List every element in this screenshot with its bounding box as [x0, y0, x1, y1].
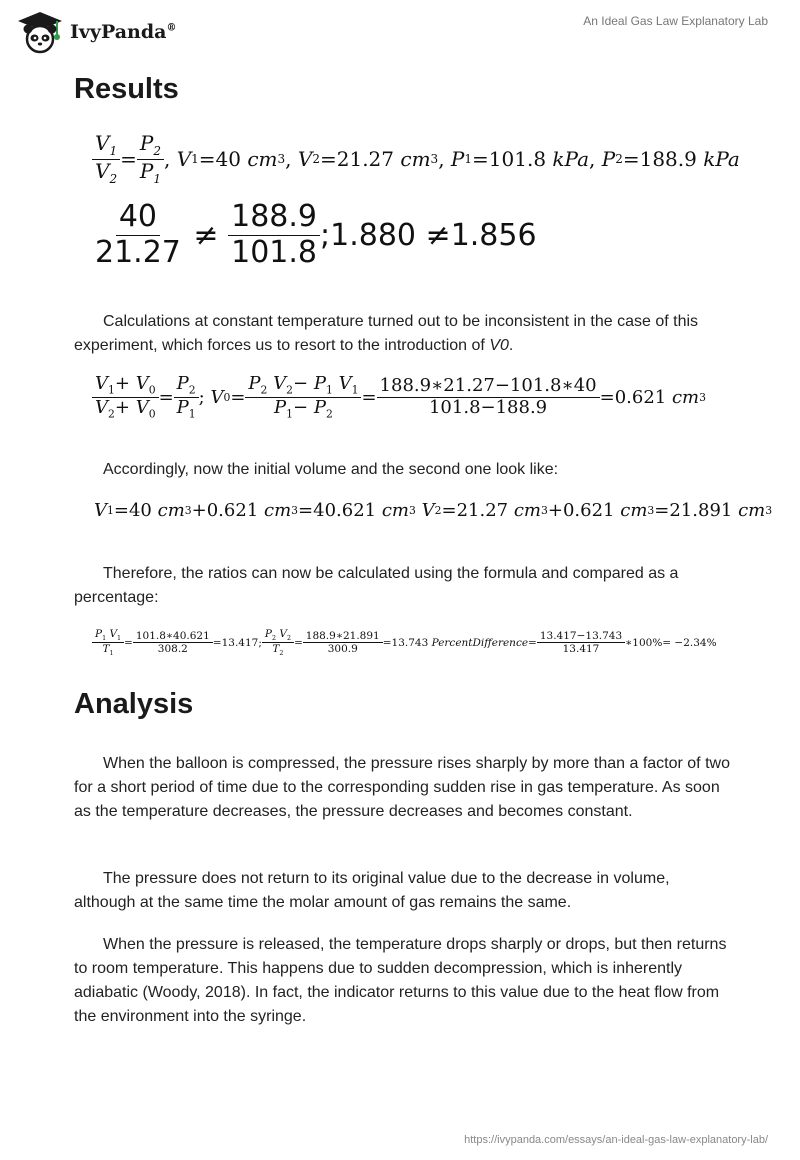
equation-ratio-check: $\frac{40}{21.27}$ ≠ $\frac{188.9}{101.8}$ ; 1.880 ≠ 1.856 — [95, 199, 537, 270]
analysis-paragraph-1: When the balloon is compressed, the pressure rises sharply by more than a factor of two for a short period of time due to the corresponding sudden rise in gas temperature. As soon as the temperature decreases, the pressure decreases and becomes constant. — [74, 755, 730, 820]
equation-ratio-definition: $\frac{V_1}{V_2}$ = $\frac{P_2}{P_1}$ , V 1 = 40 cm 3 , V 2 = 21.27 cm 3 , P 1 = 101.8 kPa , P 2 = 188.9 kPa — [92, 132, 740, 187]
equation-v0-derivation: $\frac{V_1+ V_0}{V_2+ V_0}$ = $\frac{P_2}{P_1}$ ; V 0 = $\frac{P_2 V_2- P_1 V_1}{P_1- P_2}$ = $\frac{188.9∗21.27-101.8∗40}{101.8-188.9}$ = 0.621 cm 3 — [92, 374, 706, 421]
equation-adjusted-volumes: V 1 = 40 cm 3 + 0.621 cm 3 = 40.621 cm 3 V 2 = 21.27 cm 3 + 0.621 cm 3 = 21.891 cm 3 — [94, 500, 773, 521]
brand-name: IvyPanda® — [70, 21, 177, 43]
results-heading: Results — [74, 73, 179, 105]
analysis-paragraph-3: When the pressure is released, the temperature drops sharply or drops, but then returns to room temperature. This happens due to sudden decompression, which is inherently adiabatic (Woody, 2018). In fact, the indicator returns to this value due to the heat flow from the environment into the syringe. — [74, 936, 727, 1025]
brand-logo[interactable] — [16, 10, 176, 54]
page-header — [0, 0, 800, 60]
analysis-paragraph-2: The pressure does not return to its original value due to the decrease in volume, although at the same time the molar amount of gas remains the same. — [74, 870, 670, 911]
source-url-link[interactable]: https://ivypanda.com/essays/an-ideal-gas-law-explanatory-lab/ — [464, 1134, 768, 1146]
results-paragraph-1: Calculations at constant temperature turned out to be inconsistent in the case of this experiment, which forces us to resort to the introduction of V0. — [74, 313, 699, 354]
document-title: An Ideal Gas Law Explanatory Lab — [583, 14, 768, 28]
results-paragraph-3: Therefore, the ratios can now be calculated using the formula and compared as a percentage: — [74, 565, 679, 606]
analysis-heading: Analysis — [74, 688, 194, 720]
equation-percent-difference: $\frac{P_1 V_1}{T_1}$ = $\frac{101.8∗40.621}{308.2}$ = 13.417 ; $\frac{P_2 V_2}{T_2}$ = $\frac{188.9∗21.891}{300.9}$ = 13.743 PercentDifference = $\frac{13.417-13.743}{13.417}$ ∗100%= −2.34% — [92, 628, 717, 658]
panda-graduate-icon — [16, 10, 64, 54]
results-paragraph-2: Accordingly, now the initial volume and the second one look like: — [103, 461, 559, 478]
